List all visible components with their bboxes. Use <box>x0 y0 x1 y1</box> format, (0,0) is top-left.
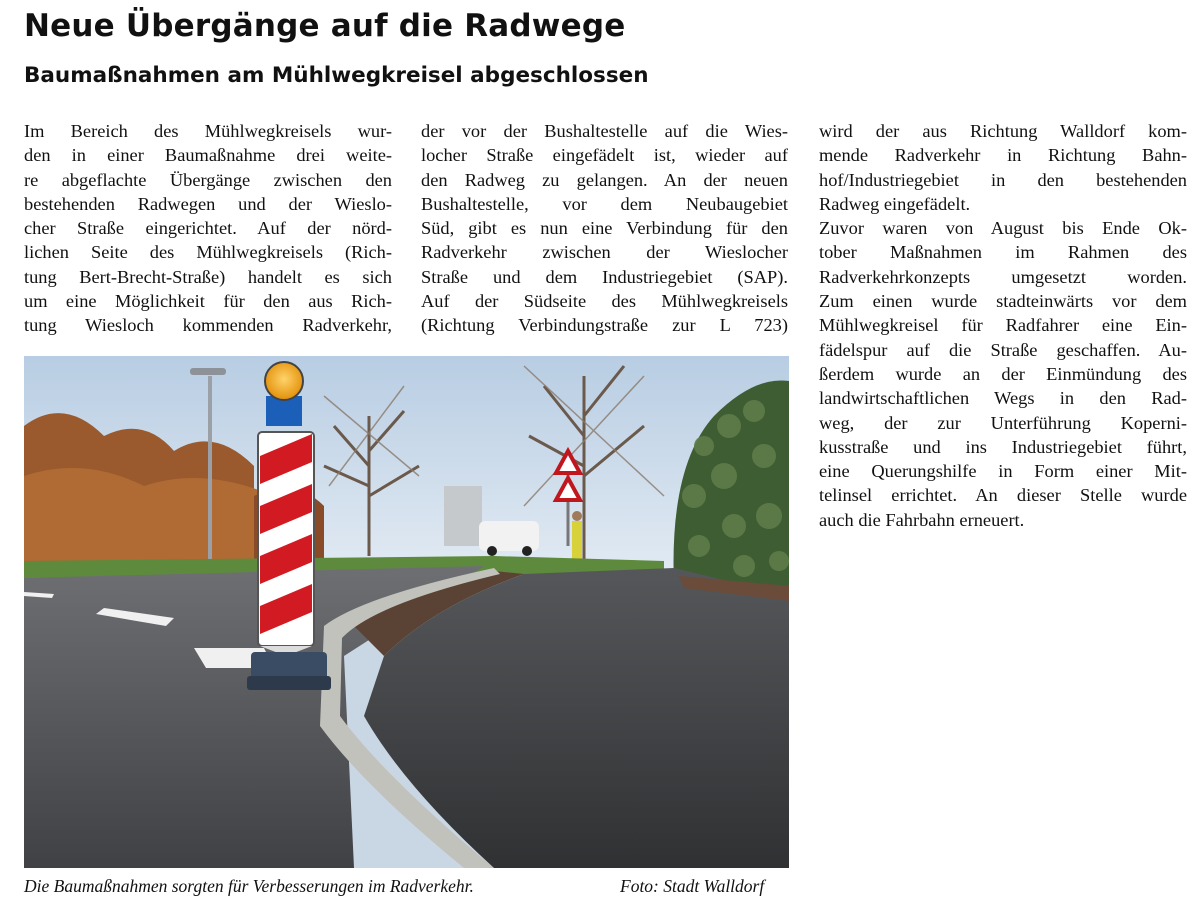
photo-caption: Die Baumaßnahmen sorgten für Verbesserungen im Radverkehr. <box>24 876 474 896</box>
text-line: den Radweg zu gelangen. An der neuen <box>421 169 788 190</box>
text-line: Radverkehr zwischen der Wieslocher <box>421 242 788 263</box>
text-line: cher Straße eingerichtet. Auf der nörd- <box>24 218 392 239</box>
text-line: tung Bert-Brecht-Straße) handelt es sich <box>24 266 392 287</box>
article-photo <box>24 356 789 868</box>
text-line: kusstraße und ins Industriegebiet führt, <box>819 436 1187 457</box>
text-line: auch die Fahrbahn erneuert. <box>819 509 1025 530</box>
article-column-2 <box>421 119 788 338</box>
text-line: Straße und dem Industriegebiet (SAP). <box>421 266 788 287</box>
text-line: tober Maßnahmen im Rahmen des <box>819 242 1187 263</box>
text-line: Bushaltestelle, vor dem Neubaugebiet <box>421 193 788 214</box>
text-line: Zuvor waren von August bis Ende Ok- <box>819 218 1187 239</box>
text-line: Zum einen wurde stadteinwärts vor dem <box>819 291 1187 312</box>
headline: Neue Übergänge auf die Radwege <box>24 8 626 44</box>
text-line: den in einer Baumaßnahme drei weite- <box>24 145 392 166</box>
text-line: Radverkehrkonzepts umgesetzt worden. <box>819 266 1187 287</box>
text-line: tung Wiesloch kommenden Radverkehr, <box>24 315 392 336</box>
subheadline: Baumaßnahmen am Mühlwegkreisel abgeschlossen <box>24 63 649 88</box>
text-line: der vor der Bushaltestelle auf die Wies- <box>421 121 788 141</box>
text-line: wird der aus Richtung Walldorf kom- <box>819 121 1187 141</box>
text-line: landwirtschaftlichen Wegs in den Rad- <box>819 388 1187 409</box>
text-line: Mühlwegkreisel für Radfahrer eine Ein- <box>819 315 1187 336</box>
text-line: um eine Möglichkeit für den aus Rich- <box>24 291 392 312</box>
text-line: Im Bereich des Mühlwegkreisels wur- <box>24 121 392 141</box>
text-line: weg, der zur Unterführung Koperni- <box>819 412 1187 433</box>
article-column-3 <box>819 119 1187 532</box>
text-line: lichen Seite des Mühlwegkreisels (Rich- <box>24 242 392 263</box>
street-scene-illustration <box>24 356 789 868</box>
text-line: eine Querungshilfe in Form einer Mit- <box>819 461 1187 482</box>
text-line: Auf der Südseite des Mühlwegkreisels <box>421 291 788 312</box>
photo-credit: Foto: Stadt Walldorf <box>620 876 765 896</box>
text-line: fädelspur auf die Straße geschaffen. Au- <box>819 339 1187 360</box>
text-line: ßerdem wurde an der Einmündung des <box>819 363 1187 384</box>
text-line: re abgeflachte Übergänge zwischen den <box>24 169 392 190</box>
text-line: (Richtung Verbindungstraße zur L 723) <box>421 315 788 336</box>
text-line: Radweg eingefädelt. <box>819 193 971 214</box>
text-line: telinsel errichtet. An dieser Stelle wurde <box>819 485 1187 506</box>
text-line: Süd, gibt es nun eine Verbindung für den <box>421 218 788 239</box>
article-column-1 <box>24 119 392 338</box>
text-line: locher Straße eingefädelt ist, wieder auf <box>421 145 788 166</box>
text-line: bestehenden Radwegen und der Wieslo- <box>24 193 392 214</box>
text-line: mende Radverkehr in Richtung Bahn- <box>819 145 1187 166</box>
text-line: hof/Industriegebiet in den bestehenden <box>819 169 1187 190</box>
